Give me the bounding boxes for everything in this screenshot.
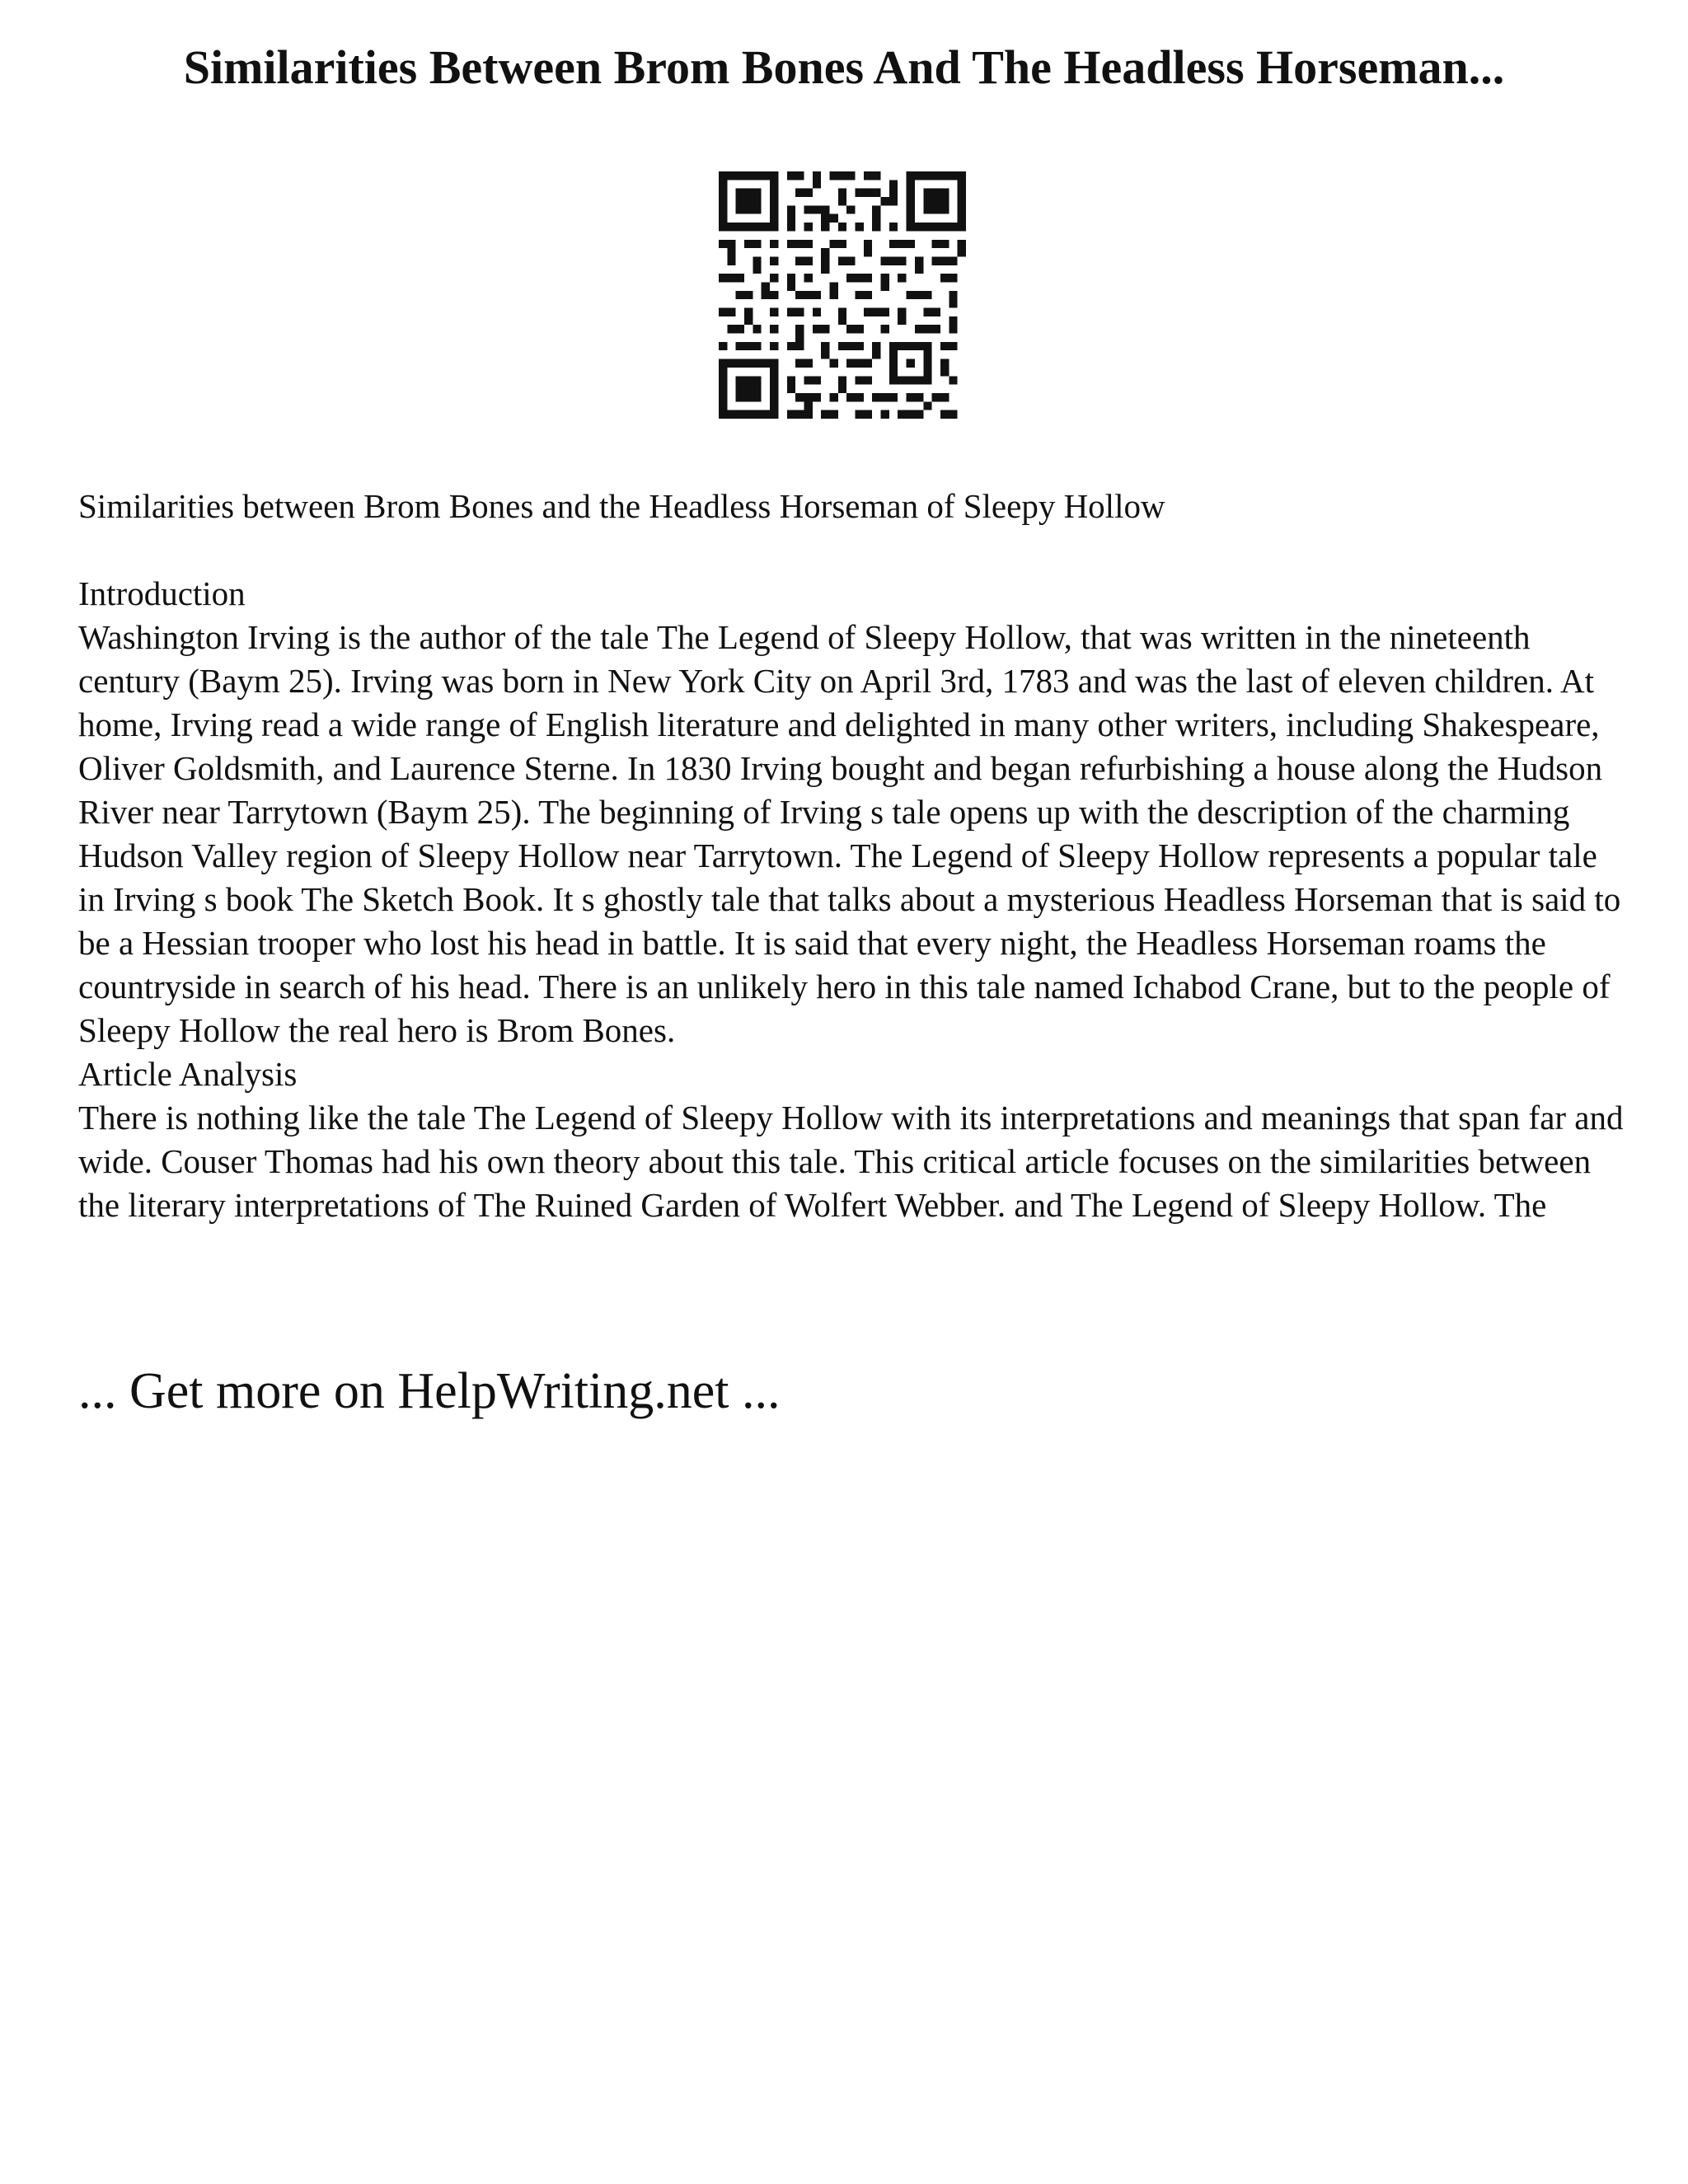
- introduction-paragraph: Washington Irving is the author of the tale The Legend of Sleepy Hollow, that was written in the nineteenth century (Baym 25). Irving was born in New York City on April 3rd, 1783 and was the last of eleven children. At home, Irving read a wide range of English literature and delighted in many other writers, including Shakespeare, Oliver Goldsmith, and Laurence Sterne. In 1830 Irving bought and began refurbishing a house along the Hudson River near Tarrytown (Baym 25). The beginning of Irving s tale opens up with the description of the charming Hudson Valley region of Sleepy Hollow near Tarrytown. The Legend of Sleepy Hollow represents a popular tale in Irving s book The Sketch Book. It s ghostly tale that talks about a mysterious Headless Horseman that is said to be a Hessian trooper who lost his head in battle. It is said that every night, the Headless Horseman roams the countryside in search of his head. There is an unlikely hero in this tale named Ichabod Crane, but to the people of Sleepy Hollow the real hero is Brom Bones.: [78, 618, 1621, 1049]
- qr-code-icon: [719, 171, 966, 419]
- document-body: [78, 572, 1628, 1227]
- document-subtitle: Similarities between Brom Bones and the Headless Horseman of Sleepy Hollow: [78, 487, 1165, 525]
- section-heading-introduction: Introduction: [78, 574, 246, 612]
- document-title: Similarities Between Brom Bones And The Headless Horseman...: [183, 40, 1505, 94]
- article-analysis-paragraph: There is nothing like the tale The Legend of Sleepy Hollow with its interpretations and meanings that span far and wide. Couser Thomas had his own theory about this tale. This critical article focuses on the similarities between the literary interpretations of The Ruined Garden of Wolfert Webber. and The Legend of Sleepy Hollow. The: [78, 1099, 1624, 1224]
- section-heading-article-analysis: Article Analysis: [78, 1055, 298, 1093]
- get-more-link[interactable]: ... Get more on HelpWriting.net ...: [78, 1363, 781, 1419]
